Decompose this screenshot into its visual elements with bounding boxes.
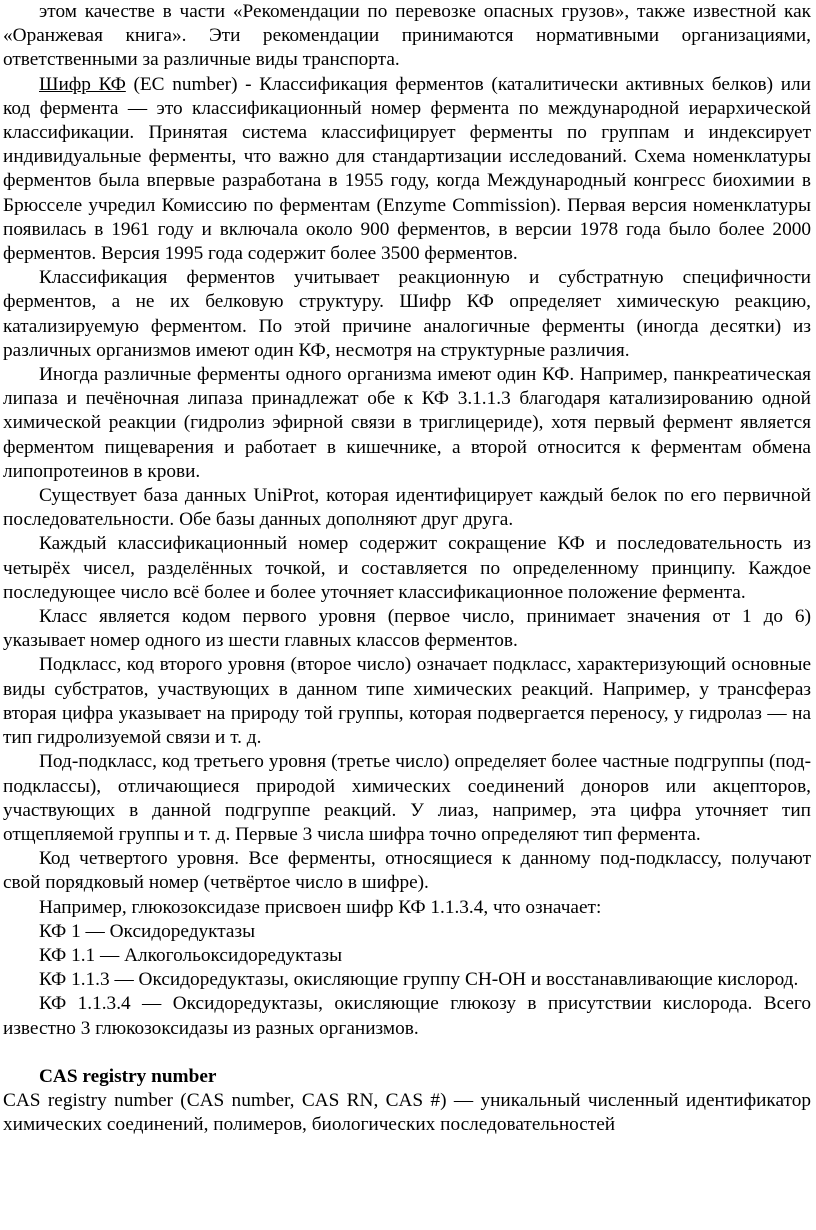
list-item-ec-1-1-3-4: КФ 1.1.3.4 — Оксидоредуктазы, окисляющие глюкозу в присутствии кислорода. Всего известно 3 глюкозоксидазы из разных организмов. [3,993,811,1039]
term-ec-number: Шифр КФ [39,73,126,95]
paragraph-classification-specificity: Классификация ферментов учитывает реакционную и субстратную специфичности ферментов, а не их белковую структуру. Шифр КФ определяет химическую реакцию, катализируемую ферментом. По этой причине аналогичные ферменты (иногда десятки) из различных организмов имеют один КФ, несмотря на структурные различия. [3,267,811,361]
paragraph-ec-number-text: (EC number) - Классификация ферментов (каталитически активных белков) или код фермента — это классификационный номер фермента по международной иерархической классификации. Принятая система классифицирует ферменты по группам и индексирует индивидуальные ферменты, что важно для стандартизации исследований. Схема номенклатуры ферментов была впервые разработана в 1955 году, когда Международный конгресс биохимии в Брюсселе учредил Комиссию по ферментам (Enzyme Commission). Первая версия номенклатуры появилась в 1961 году и включала около 900 ферментов, в версии 1978 года было более 2000 ферментов. Версия 1995 года содержит более 3500 ферментов. [3,73,811,265]
blank-line [3,1041,811,1065]
list-item-ec-1-1: КФ 1.1 — Алкогольоксидоредуктазы [39,944,343,966]
paragraph-lipase-example: Иногда различные ферменты одного организма имеют один КФ. Например, панкреатическая липаза и печёночная липаза принадлежат обе к КФ 3.1.1.3 благодаря катализированию одной химической реакции (гидролиз эфирной связи в триглицериде), хотя первый фермент является ферментом пищеварения и работает в кишечнике, а второй относится к ферментам обмена липопротеинов в крови. [3,364,811,482]
paragraph-ec-number [3,73,811,267]
paragraph-orange-book: этом качестве в части «Рекомендации по перевозке опасных грузов», также известной как «Оранжевая книга». Эти рекомендации принимаются нормативными организациями, ответственными за различные виды транспорта. [3,1,811,71]
section-heading-cas: CAS registry number [39,1065,217,1087]
paragraph-glucose-oxidase-intro: Например, глюкозоксидазе присвоен шифр КФ 1.1.3.4, что означает: [39,896,602,918]
paragraph-uniprot: Существует база данных UniProt, которая идентифицирует каждый белок по его первичной последовательности. Обе базы данных дополняют друг друга. [3,485,811,531]
list-item-ec-1: КФ 1 — Оксидоредуктазы [39,920,256,942]
paragraph-class-level: Класс является кодом первого уровня (первое число, принимает значения от 1 до 6) указывает номер одного из шести главных классов ферментов. [3,606,811,652]
paragraph-subclass-level: Подкласс, код второго уровня (второе число) означает подкласс, характеризующий основные виды субстратов, участвующих в данном типе химических реакций. Например, у трансфераз вторая цифра указывает на природу той группы, которая подвергается переносу, у гидролаз — на тип гидролизуемой связи и т. д. [3,654,811,749]
document-body [3,0,811,1138]
paragraph-subsubclass-level: Под-подкласс, код третьего уровня (третье число) определяет более частные подгруппы (под-подклассы), отличающиеся природой химических соединений доноров или акцепторов, участвующих в данной подгруппе реакций. У лиаз, например, эта цифра уточняет тип отщепляемой группы и т. д. Первые 3 числа шифра точно определяют тип фермента. [3,751,811,845]
paragraph-four-numbers: Каждый классификационный номер содержит сокращение КФ и последовательность из четырёх чисел, разделённых точкой, и составляется по определенному принципу. Каждое последующее число всё более и более уточняет классификационное положение фермента. [3,533,811,603]
paragraph-fourth-level: Код четвертого уровня. Все ферменты, относящиеся к данному под-подклассу, получают свой порядковый номер (четвёртое число в шифре). [3,848,811,894]
paragraph-cas-definition: CAS registry number (CAS number, CAS RN, CAS #) — уникальный численный идентификатор химических соединений, полимеров, биологических последовательностей [3,1090,811,1136]
list-item-ec-1-1-3: КФ 1.1.3 — Оксидоредуктазы, окисляющие группу CH-OH и восстанавливающие кислород. [39,969,799,991]
